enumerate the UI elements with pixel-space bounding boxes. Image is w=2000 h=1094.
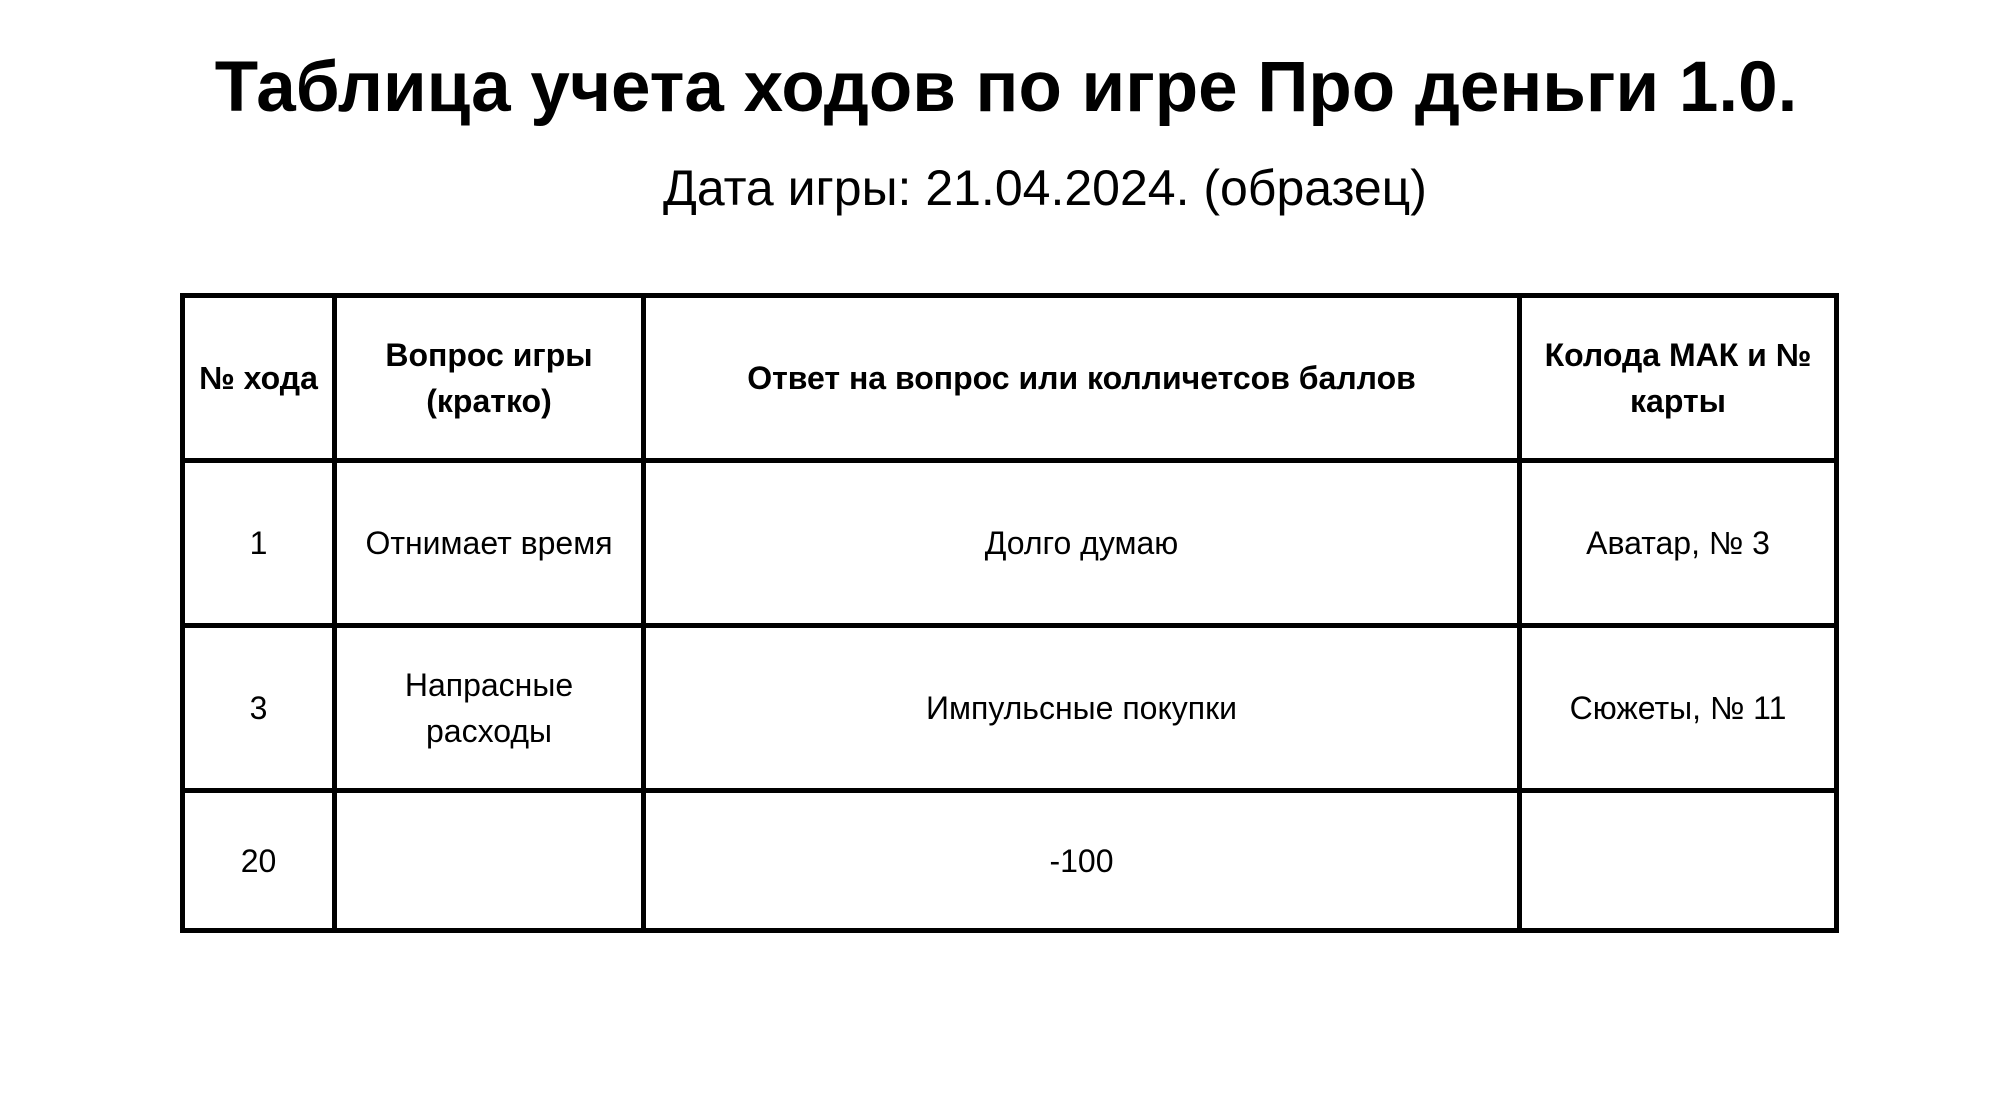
table-header: [183, 296, 1837, 461]
header-move-number: № хода: [183, 296, 335, 461]
cell-answer: Долго думаю: [644, 461, 1520, 626]
cell-question: Напрасные расходы: [335, 626, 644, 791]
cell-move-number: 1: [183, 461, 335, 626]
table-row: [183, 626, 1837, 791]
cell-move-number: 20: [183, 791, 335, 931]
page-title: Таблица учета ходов по игре Про деньги 1.0.: [214, 48, 1798, 127]
cell-deck-card: [1520, 791, 1837, 931]
header-answer: Ответ на вопрос или колличетсов баллов: [644, 296, 1520, 461]
table-body: [183, 461, 1837, 931]
header-deck-card: Колода МАК и № карты: [1520, 296, 1837, 461]
moves-table: [180, 293, 1839, 933]
cell-deck-card: Сюжеты, № 11: [1520, 626, 1837, 791]
header-row: [183, 296, 1837, 461]
table-row: [183, 461, 1837, 626]
table-row: [183, 791, 1837, 931]
cell-answer: Импульсные покупки: [644, 626, 1520, 791]
header-question: Вопрос игры (кратко): [335, 296, 644, 461]
cell-answer: -100: [644, 791, 1520, 931]
game-date-subtitle: Дата игры: 21.04.2024. (образец): [663, 160, 1427, 216]
cell-deck-card: Аватар, № 3: [1520, 461, 1837, 626]
cell-question: [335, 791, 644, 931]
cell-question: Отнимает время: [335, 461, 644, 626]
cell-move-number: 3: [183, 626, 335, 791]
